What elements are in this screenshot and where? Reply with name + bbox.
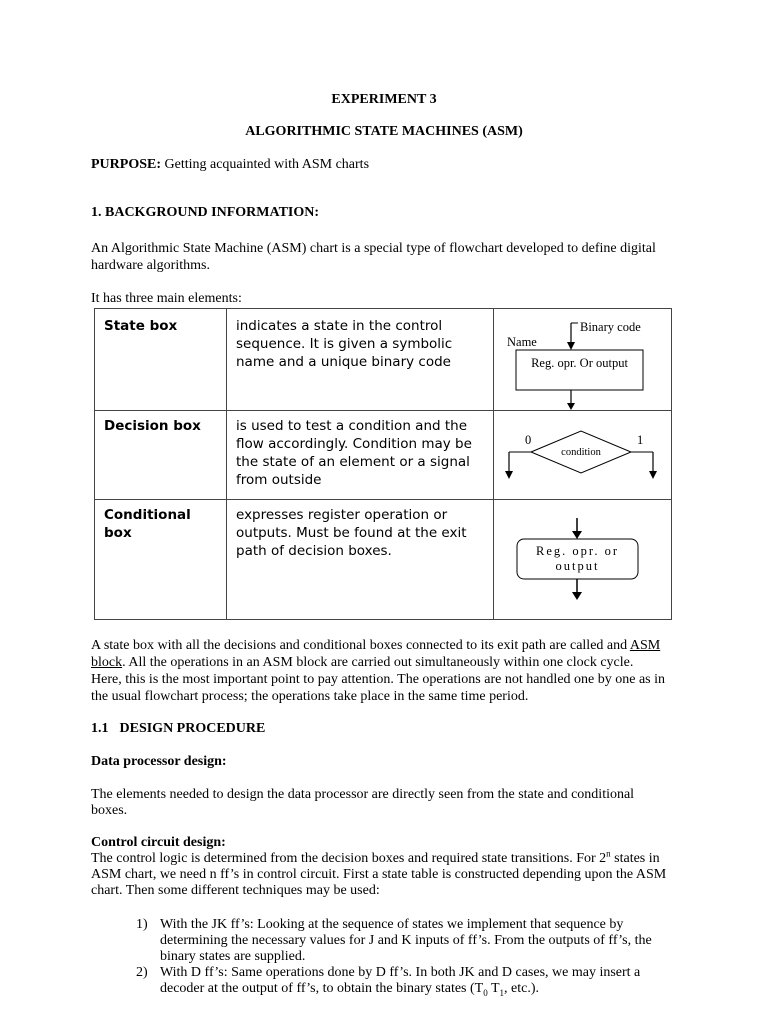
arrowhead-icon [649, 471, 657, 479]
asm-symbols-diagram [494, 309, 671, 619]
text-span: . All the operations in an ASM block are carried out simultaneously within one clock cycle. [122, 655, 634, 670]
arrowhead-icon [572, 592, 582, 600]
text-span: decoder at the output of ff’s, to obtain the binary states (T [160, 981, 484, 996]
list-body [160, 965, 680, 997]
desc-line: flow accordingly. Condition may be [236, 436, 472, 452]
background-para1-line2: hardware algorithms. [91, 258, 210, 273]
arrowhead-icon [567, 342, 575, 350]
conditional-text-line2: output [555, 559, 600, 573]
table-cell-name: State box [104, 318, 178, 334]
desc-line: name and a unique binary code [236, 354, 451, 370]
arrowhead-icon [567, 403, 575, 410]
conditional-text-line1: Reg. opr. or [535, 544, 620, 558]
decision-zero-label: 0 [525, 433, 532, 447]
control-line1 [91, 848, 691, 867]
asm-block-line1 [91, 638, 691, 654]
list-number: 2) [136, 965, 148, 980]
experiment-label: EXPERIMENT 3 [331, 92, 437, 107]
table-cell-desc [236, 317, 452, 371]
asm-block-term: block [91, 655, 123, 670]
table-cell-name: Decision box [104, 418, 201, 434]
purpose-line [91, 157, 691, 173]
name-label: Name [507, 335, 537, 349]
data-processor-heading: Data processor design: [91, 754, 227, 769]
text-span: A state box with all the decisions and conditional boxes connected to its exit path are called and [91, 638, 630, 653]
table-cell-desc [236, 417, 472, 489]
superscript: n [606, 848, 611, 859]
decision-box-symbol [505, 431, 657, 479]
desc-line: outputs. Must be found at the exit [236, 525, 467, 541]
binary-code-label: Binary code [580, 320, 641, 334]
list-line: binary states are supplied. [160, 949, 306, 964]
desc-line: path of decision boxes. [236, 543, 392, 559]
table-cell-desc [236, 506, 467, 560]
table-cell-name [104, 506, 191, 542]
arrowhead-icon [572, 531, 582, 539]
desc-line: expresses register operation or [236, 507, 448, 523]
data-processor-line1: The elements needed to design the data processor are directly seen from the state and conditional [91, 787, 635, 802]
list-line: With the JK ff’s: Looking at the sequence of states we implement that sequence by [160, 917, 624, 932]
arrowhead-icon [505, 471, 513, 479]
background-heading: 1. BACKGROUND INFORMATION: [91, 205, 320, 220]
asm-block-term: ASM [629, 638, 661, 653]
text-span: T [487, 981, 500, 996]
control-circuit-heading: Control circuit design: [91, 835, 226, 850]
desc-line: is used to test a condition and the [236, 418, 468, 434]
asm-block-line3: Here, this is the most important point to pay attention. The operations are not handled one by one as in [91, 672, 666, 687]
desc-line: from outside [236, 472, 322, 488]
text-span: , etc.). [504, 981, 539, 996]
subscript: 1 [499, 987, 505, 998]
decision-condition-label: condition [561, 447, 601, 458]
heading-number: 1.1 [91, 721, 109, 736]
decision-one-label: 1 [637, 433, 644, 447]
state-box-symbol [507, 320, 643, 410]
background-para1-line1: An Algorithmic State Machine (ASM) chart is a special type of flowchart developed to define digital [91, 241, 656, 256]
list-number: 1) [136, 917, 148, 932]
heading-text: DESIGN PROCEDURE [119, 721, 266, 736]
name-line: box [104, 525, 132, 541]
text-span: states in [610, 851, 660, 866]
asm-elements-table [94, 308, 672, 620]
page-title: ALGORITHMIC STATE MACHINES (ASM) [245, 124, 523, 139]
background-para2: It has three main elements: [91, 291, 242, 306]
desc-line: sequence. It is given a symbolic [236, 336, 453, 352]
list-body [160, 917, 680, 965]
asm-block-line4: the usual flowchart process; the operations take place in the same time period. [91, 689, 529, 704]
table-divider [226, 309, 227, 619]
subscript: 0 [483, 987, 488, 998]
desc-line: the state of an element or a signal [236, 454, 470, 470]
control-line3: chart. Then some different techniques may be used: [91, 883, 380, 898]
data-processor-line2: boxes. [91, 803, 128, 818]
list-line [160, 981, 680, 997]
state-box-text: Reg. opr. Or output [531, 356, 628, 370]
asm-block-line2 [91, 655, 691, 671]
list-line: With D ff’s: Same operations done by D ff’s. In both JK and D cases, we may insert a [160, 965, 641, 980]
desc-line: indicates a state in the control [236, 318, 443, 334]
purpose-label: PURPOSE: [91, 157, 161, 172]
design-heading [91, 721, 265, 737]
control-line2: ASM chart, we need n ff’s in control circuit. First a state table is constructed depending upon the ASM [91, 867, 667, 882]
list-line: determining the necessary values for J and K inputs of ff’s. From the outputs of ff’s, the [160, 933, 652, 948]
text-span: The control logic is determined from the decision boxes and required state transitions. For 2 [91, 851, 607, 866]
conditional-box-symbol [517, 518, 638, 600]
name-line: Conditional [104, 507, 191, 523]
purpose-text: Getting acquainted with ASM charts [161, 157, 370, 172]
